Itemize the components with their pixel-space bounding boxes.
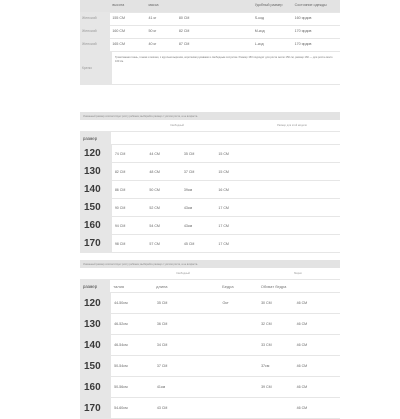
table-row bbox=[80, 163, 340, 181]
table-cell bbox=[195, 293, 220, 313]
table-cell: 160 ярдов bbox=[294, 16, 312, 21]
header-cell bbox=[293, 280, 340, 292]
table-cell: 15 СМ bbox=[218, 151, 229, 156]
table-cell: 39 СМ bbox=[261, 385, 272, 389]
table-cell: 34 СМ bbox=[156, 343, 168, 347]
group-spacer bbox=[80, 120, 110, 131]
table-cell: 94 СМ bbox=[114, 223, 126, 228]
table-cell: 86 СМ bbox=[114, 187, 126, 192]
table-row bbox=[80, 293, 340, 314]
header-cell: размер bbox=[80, 280, 110, 292]
description-label: Кратко bbox=[80, 52, 112, 84]
size-label: 170 bbox=[80, 235, 112, 252]
table-note: Указанный размер соответствует росту ребёнка; выбирайте размер с учётом роста, а не возраста. bbox=[80, 112, 340, 120]
table-cell: 17 СМ bbox=[218, 205, 229, 210]
table-cell bbox=[220, 335, 250, 355]
table-cell bbox=[195, 335, 220, 355]
table-cell: 155 СМ bbox=[112, 16, 125, 21]
table-row bbox=[80, 199, 340, 217]
table-cell: 44 СМ bbox=[149, 151, 160, 156]
table-cell: 46 СМ bbox=[296, 406, 308, 410]
column-header bbox=[80, 280, 340, 293]
table-cell: 33 СМ bbox=[261, 343, 272, 347]
table-cell bbox=[248, 235, 340, 252]
table-cell bbox=[215, 26, 253, 38]
group-label: Свободный bbox=[176, 272, 190, 275]
table-cell: 54-60см bbox=[114, 406, 128, 410]
table-cell bbox=[248, 199, 340, 216]
table-cell bbox=[250, 356, 258, 376]
header-cell: Состояние одежды bbox=[294, 3, 327, 8]
table-row bbox=[80, 235, 340, 253]
size-label: 140 bbox=[80, 181, 112, 198]
size-label: 120 bbox=[80, 293, 111, 313]
header-cell: Обхват бедра bbox=[260, 283, 287, 289]
table-row bbox=[80, 217, 340, 235]
table-row bbox=[80, 398, 340, 419]
group-header bbox=[80, 120, 340, 132]
table-cell bbox=[220, 356, 250, 376]
table-cell: 17 СМ bbox=[218, 223, 229, 228]
table-cell: S-код bbox=[254, 16, 264, 21]
table-cell: Женский bbox=[80, 39, 110, 51]
table-cell: 80 СМ bbox=[178, 16, 190, 21]
header-cell bbox=[111, 132, 146, 144]
size-label: 130 bbox=[80, 314, 111, 334]
table-cell: 46-54см bbox=[114, 343, 128, 347]
size-label: 130 bbox=[80, 163, 112, 180]
table-row bbox=[80, 26, 340, 39]
table-cell: 82 СМ bbox=[114, 169, 126, 174]
table-cell bbox=[250, 314, 258, 334]
table-cell: 37 СМ bbox=[156, 364, 168, 368]
table-cell bbox=[248, 181, 340, 198]
table-cell: 44-50см bbox=[114, 301, 128, 305]
header-cell bbox=[248, 132, 340, 144]
header-cell bbox=[215, 132, 248, 144]
table-row bbox=[80, 181, 340, 199]
size-label: 160 bbox=[80, 377, 111, 397]
table-cell bbox=[215, 39, 253, 51]
header-cell bbox=[80, 0, 110, 12]
table-cell bbox=[250, 398, 258, 418]
table-cell: 160 СМ bbox=[112, 29, 125, 34]
table-cell: 52 СМ bbox=[149, 205, 160, 210]
table-cell: 74 СМ bbox=[114, 151, 126, 156]
table-cell bbox=[220, 377, 250, 397]
table-row bbox=[80, 356, 340, 377]
table-cell: 48 СМ bbox=[149, 169, 160, 174]
kids-top-size-table bbox=[80, 112, 340, 253]
header-cell: масса bbox=[148, 3, 159, 8]
table-cell bbox=[195, 377, 220, 397]
table-row bbox=[80, 39, 340, 52]
table-cell bbox=[195, 398, 220, 418]
table-cell: 43см bbox=[183, 223, 193, 228]
table-cell: 43 СМ bbox=[156, 406, 168, 410]
description-text: Трикотажная ткань, тонкая и мягкая, с круглым вырезом, короткими рукавами и свободным силуэтом. Размер 150 подходит для роста около 150 см, размер 160 — для роста около 160 см. bbox=[115, 56, 333, 63]
header-cell: длина bbox=[156, 283, 168, 289]
header-cell bbox=[177, 0, 215, 12]
header-cell bbox=[249, 280, 257, 292]
table-row bbox=[80, 335, 340, 356]
table-cell bbox=[195, 356, 220, 376]
table-row bbox=[80, 13, 340, 26]
table-row bbox=[80, 377, 340, 398]
table-cell: 41 кг bbox=[148, 16, 157, 21]
header-cell bbox=[180, 132, 215, 144]
table-cell: 165 СМ bbox=[112, 42, 125, 47]
table-cell bbox=[220, 314, 250, 334]
table-note: Указанный размер соответствует росту ребёнка; выбирайте размер с учётом роста, а не возраста. bbox=[80, 260, 340, 268]
table-cell: 46 СМ bbox=[296, 322, 308, 326]
table-cell: 43см bbox=[183, 205, 193, 210]
table-cell: 40 кг bbox=[148, 42, 157, 47]
group-label: Свободный bbox=[170, 124, 184, 127]
table-cell: 46 СМ bbox=[296, 364, 308, 368]
table-cell: 15 СМ bbox=[218, 169, 229, 174]
table-cell: 50 кг bbox=[148, 29, 157, 34]
table-cell: 35 СМ bbox=[156, 301, 168, 305]
table-cell: 170 ярдов bbox=[294, 29, 312, 34]
size-label: 150 bbox=[80, 199, 112, 216]
table-cell: 32 СМ bbox=[261, 322, 272, 326]
table-cell: 41см bbox=[156, 385, 166, 389]
table-cell: 50-56см bbox=[114, 385, 128, 389]
header-cell: высота bbox=[112, 3, 125, 8]
table-cell: 37см bbox=[261, 364, 270, 368]
table-cell: 46 СМ bbox=[296, 301, 308, 305]
table-cell: 46 СМ bbox=[296, 385, 308, 389]
size-label: 170 bbox=[80, 398, 111, 418]
table-cell: Женский bbox=[80, 26, 110, 38]
table-cell bbox=[258, 398, 294, 418]
adult-table-header bbox=[80, 0, 340, 13]
table-cell: M-код bbox=[254, 29, 265, 34]
table-cell: 50-54см bbox=[114, 364, 128, 368]
table-cell bbox=[215, 13, 253, 25]
table-cell bbox=[220, 398, 250, 418]
table-cell: 98 СМ bbox=[114, 241, 126, 246]
header-cell bbox=[194, 280, 219, 292]
group-label: Мерки bbox=[294, 272, 302, 275]
table-cell: 37 СМ bbox=[183, 169, 195, 174]
table-cell: Окт bbox=[222, 301, 229, 305]
table-cell bbox=[195, 314, 220, 334]
table-cell: 54 СМ bbox=[149, 223, 160, 228]
table-cell bbox=[248, 217, 340, 234]
header-cell: талия bbox=[113, 283, 124, 289]
table-cell: Женский bbox=[80, 13, 110, 25]
table-row bbox=[80, 145, 340, 163]
table-cell bbox=[250, 335, 258, 355]
size-label: 150 bbox=[80, 356, 111, 376]
table-cell: 46 СМ bbox=[296, 343, 308, 347]
table-cell: 50 СМ bbox=[149, 187, 160, 192]
kids-bottom-size-table bbox=[80, 260, 340, 419]
table-cell: 45 СМ bbox=[183, 241, 195, 246]
table-row bbox=[80, 314, 340, 335]
product-description-row bbox=[80, 52, 340, 85]
table-cell: 46-52см bbox=[114, 322, 128, 326]
table-cell: 57 СМ bbox=[149, 241, 160, 246]
table-cell: 30 СМ bbox=[261, 301, 272, 305]
size-label: 120 bbox=[80, 145, 112, 162]
header-cell: Удобный размер bbox=[254, 3, 283, 8]
table-cell: 17 СМ bbox=[218, 241, 229, 246]
group-header bbox=[80, 268, 340, 280]
table-cell bbox=[250, 293, 258, 313]
column-header bbox=[80, 132, 340, 145]
table-cell: 35 СМ bbox=[183, 151, 195, 156]
table-cell: 39см bbox=[183, 187, 193, 192]
header-cell bbox=[215, 0, 253, 12]
header-cell: Бедра bbox=[222, 283, 234, 289]
table-cell: 87 СМ bbox=[178, 42, 190, 47]
table-cell: 82 СМ bbox=[178, 29, 190, 34]
size-label: 160 bbox=[80, 217, 112, 234]
table-cell bbox=[250, 377, 258, 397]
table-cell bbox=[248, 163, 340, 180]
group-spacer bbox=[80, 268, 110, 279]
size-label: 140 bbox=[80, 335, 111, 355]
table-cell bbox=[248, 145, 340, 162]
table-cell: 90 СМ bbox=[114, 205, 126, 210]
table-cell: 36 СМ bbox=[156, 322, 168, 326]
header-cell bbox=[146, 132, 181, 144]
group-label: Размер для этой модели bbox=[277, 124, 307, 127]
table-cell: 16 СМ bbox=[218, 187, 229, 192]
table-cell: 170 ярдов bbox=[294, 42, 312, 47]
table-cell: L-код bbox=[254, 42, 264, 47]
header-cell: размер bbox=[80, 132, 111, 144]
adult-size-table bbox=[80, 0, 340, 85]
